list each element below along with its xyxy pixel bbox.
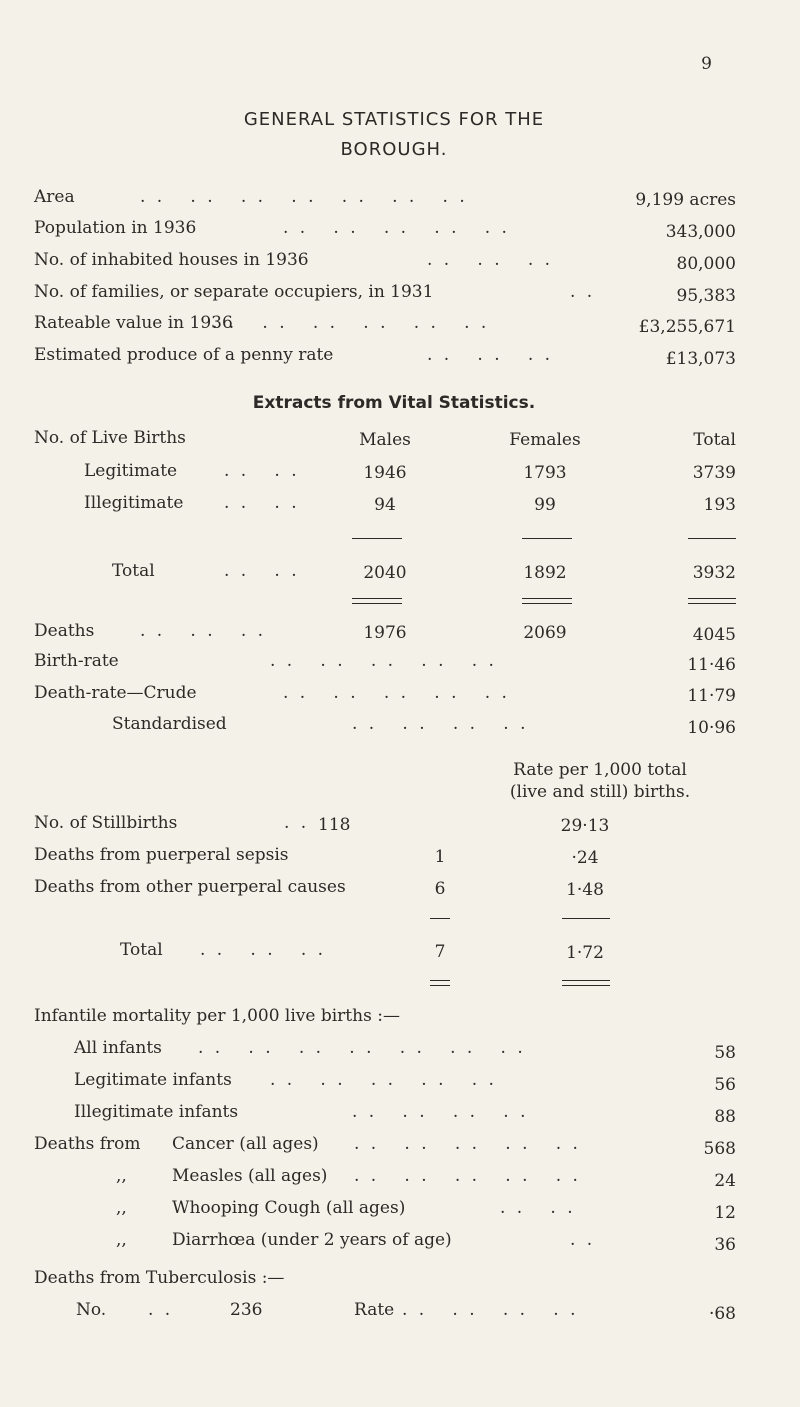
cause-value: 24 [714,1171,736,1191]
infantile-label: Illegitimate infants [74,1102,239,1122]
tb-no-value: 236 [230,1300,263,1320]
leader-dots: . . [570,1230,596,1250]
leader-dots: . . . . . . . . [402,1300,579,1320]
double-rule [688,598,736,604]
births-total-females: 1892 [523,563,567,583]
cause-label: Cancer (all ages) [172,1134,319,1154]
sum-rule [352,538,402,539]
leader-dots: . . . . . . . . . . . . . . [198,1038,526,1058]
tb-rate-label: Rate [354,1300,395,1320]
puerperal-rate: ·24 [571,848,599,868]
births-total-label: Total [112,561,155,581]
leader-dots: . . . . . . . . . . [354,1134,581,1154]
deaths-males: 1976 [363,623,407,643]
general-row-label: No. of inhabited houses in 1936 [34,250,309,270]
sum-rule [522,538,572,539]
rate-label: Death-rate—Crude [34,683,197,703]
births-row-label: Illegitimate [84,493,184,513]
births-males: 1946 [363,463,407,483]
section-title-vital-statistics: Extracts from Vital Statistics. [252,393,536,413]
leader-dots: . . . . . . . . . . [283,683,510,703]
double-rule [562,980,610,986]
births-row-label: Legitimate [84,461,178,481]
puerperal-total-number: 7 [434,942,446,962]
rate-label: Standardised [112,714,227,734]
page-title-line2: BOROUGH. [340,139,448,160]
leader-dots: . . . . . . . . . . [354,1166,581,1186]
ditto-mark: ,, [116,1198,127,1218]
infantile-label: All infants [74,1038,162,1058]
leader-dots: . . . . . . [427,250,554,270]
leader-dots: . . . . . . . . . . [283,218,510,238]
sum-rule [562,918,610,919]
leader-dots: . . . . . . [427,345,554,365]
rate-value: 11·79 [687,686,736,706]
leader-dots: . . [570,282,596,302]
infantile-value: 88 [714,1107,736,1127]
ditto-mark: ,, [116,1166,127,1186]
general-row-value: £3,255,671 [638,317,736,337]
rate-value: 10·96 [687,718,736,738]
leader-dots: . . . . . . . . . . . . [212,313,490,333]
tb-header: Deaths from Tuberculosis :— [34,1268,285,1288]
infantile-value: 58 [714,1043,736,1063]
sum-rule [430,918,450,919]
double-rule [430,980,450,986]
leader-dots: . . . . . . . . [352,1102,529,1122]
tb-rate-value: ·68 [708,1304,736,1324]
column-header-total: Total [693,430,736,450]
tb-no-label: No. [76,1300,107,1320]
puerperal-total-rate: 1·72 [566,943,604,963]
births-total: 193 [703,495,736,515]
leader-dots: . . . . . . . . . . [270,651,497,671]
sum-rule [688,538,736,539]
general-row-value: 343,000 [665,222,736,242]
general-row-label: Rateable value in 1936 [34,313,233,333]
infantile-value: 56 [714,1075,736,1095]
births-females: 99 [534,495,556,515]
page-number: 9 [701,54,712,74]
leader-dots: . . . . . . . . . . [270,1070,497,1090]
deaths-females: 2069 [523,623,567,643]
cause-value: 12 [714,1203,736,1223]
leader-dots: . . . . [224,461,300,481]
leader-dots: . . . . [224,493,300,513]
births-females: 1793 [523,463,567,483]
leader-dots: . . [284,813,310,833]
stillbirths-number: 118 [318,815,351,835]
leader-dots: . . . . [500,1198,576,1218]
column-header-females: Females [509,430,581,450]
rate-value: 11·46 [687,655,736,675]
cause-value: 36 [714,1235,736,1255]
general-row-label: No. of families, or separate occupiers, in 1931 [34,282,434,302]
deaths-total: 4045 [692,625,736,645]
general-row-label: Area [34,187,75,207]
leader-dots: . . . . . . . . [352,714,529,734]
cause-value: 568 [703,1139,736,1159]
births-total: 3739 [692,463,736,483]
cause-label: Whooping Cough (all ages) [172,1198,406,1218]
general-row-value: 80,000 [676,254,736,274]
rate-column-header: Rate per 1,000 total [513,760,687,780]
puerperal-rate: 1·48 [566,880,604,900]
births-header-label: No. of Live Births [34,428,186,448]
stillbirths-rate: 29·13 [560,816,610,836]
births-total-males: 2040 [363,563,407,583]
leader-dots: . . . . [224,561,300,581]
ditto-mark: ,, [116,1230,127,1250]
cause-label: Diarrhœa (under 2 years of age) [172,1230,452,1250]
deaths-row-label: Deaths [34,621,95,641]
general-row-label: Population in 1936 [34,218,197,238]
general-row-value: £13,073 [665,349,736,369]
general-row-value: 95,383 [676,286,736,306]
puerperal-label: Deaths from puerperal sepsis [34,845,289,865]
births-grand-total: 3932 [692,563,736,583]
births-males: 94 [374,495,396,515]
puerperal-total-label: Total [120,940,163,960]
deaths-from-label: Deaths from [34,1134,141,1154]
column-header-males: Males [359,430,411,450]
leader-dots: . . [148,1300,174,1320]
leader-dots: . . . . . . . . . . . . . . [140,187,468,207]
double-rule [352,598,402,604]
double-rule [522,598,572,604]
stillbirths-label: No. of Stillbirths [34,813,178,833]
leader-dots: . . . . . . [140,621,267,641]
general-row-label: Estimated produce of a penny rate [34,345,334,365]
rate-column-header-line2: (live and still) births. [509,782,691,802]
puerperal-label: Deaths from other puerperal causes [34,877,346,897]
puerperal-number: 1 [434,847,446,867]
page-title: GENERAL STATISTICS FOR THE [243,109,545,130]
cause-label: Measles (all ages) [172,1166,328,1186]
rate-label: Birth-rate [34,651,119,671]
infantile-label: Legitimate infants [74,1070,232,1090]
infantile-header: Infantile mortality per 1,000 live births :— [34,1006,400,1026]
general-row-value: 9,199 acres [635,190,736,210]
leader-dots: . . . . . . [200,940,327,960]
puerperal-number: 6 [434,879,446,899]
